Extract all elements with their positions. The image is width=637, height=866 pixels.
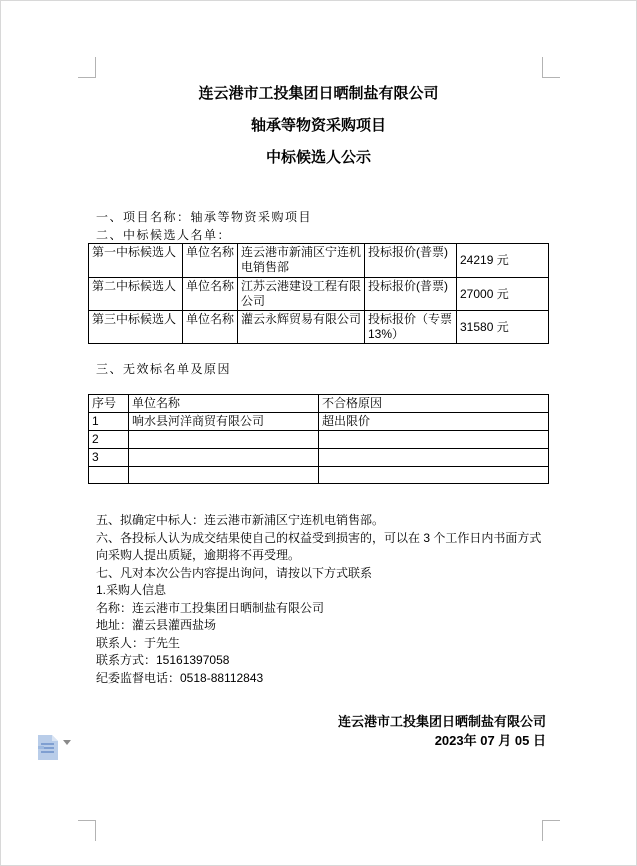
- seq-cell: [89, 467, 129, 484]
- reason-cell: [319, 431, 549, 449]
- price-cell: 27000 元: [457, 278, 549, 311]
- signoff-company: 连云港市工投集团日晒制盐有限公司: [337, 714, 546, 729]
- section-3-invalid-bids-heading: 三、无效标名单及原因: [96, 362, 232, 376]
- reason-cell: [319, 467, 549, 484]
- unit-label-cell: 单位名称: [183, 244, 238, 278]
- reason-header-cell: 不合格原因: [319, 395, 549, 413]
- unit-cell: [129, 449, 319, 467]
- unit-cell: [129, 431, 319, 449]
- rank-cell: 第三中标候选人: [89, 311, 183, 344]
- unit-header-cell: 单位名称: [129, 395, 319, 413]
- doc-title-project: 轴承等物资采购项目: [250, 117, 386, 134]
- signoff-date: 2023年 07 月 05 日: [434, 733, 546, 748]
- paste-options-button[interactable]: [36, 734, 74, 764]
- doc-title-announcement: 中标候选人公示: [265, 149, 371, 166]
- doc-title-company: 连云港市工投集团日晒制盐有限公司: [198, 85, 439, 102]
- seq-cell: 3: [89, 449, 129, 467]
- margin-crop-mark-bottom-right: [542, 820, 560, 841]
- closing-paragraphs: [96, 512, 548, 687]
- candidates-table: [88, 243, 549, 344]
- rank-cell: 第一中标候选人: [89, 244, 183, 278]
- unit-name-cell: 江苏云港建设工程有限公司: [238, 278, 365, 311]
- section-2-candidate-list-heading: 二、中标候选人名单：: [96, 228, 232, 242]
- price-label-cell: 投标报价(普票): [365, 244, 457, 278]
- rank-cell: 第二中标候选人: [89, 278, 183, 311]
- invalid-header-row: [89, 395, 549, 413]
- buyer-info-heading: 1.采购人信息: [96, 583, 167, 597]
- seq-cell: 1: [89, 413, 129, 431]
- margin-crop-mark-top-left: [78, 57, 96, 78]
- buyer-address-line: 地址：灌云县灌西盐场: [96, 618, 217, 632]
- margin-crop-mark-top-right: [542, 57, 560, 78]
- buyer-contact-person-line: 联系人：于先生: [96, 635, 181, 650]
- buyer-phone-line: 联系方式：15161397058: [96, 653, 230, 667]
- unit-cell: [129, 467, 319, 484]
- reason-cell: [319, 449, 549, 467]
- unit-name-cell: 灌云永辉贸易有限公司: [238, 311, 365, 344]
- unit-label-cell: 单位名称: [183, 311, 238, 344]
- invalid-row-1: [89, 413, 549, 431]
- candidate-row-3: [89, 311, 549, 344]
- price-label-cell: 投标报价(普票): [365, 278, 457, 311]
- section-1-project-name: 一、项目名称：轴承等物资采购项目: [96, 210, 313, 224]
- invalid-row-3: [89, 449, 549, 467]
- paste-options-icon: [36, 734, 60, 761]
- unit-label-cell: 单位名称: [183, 278, 238, 311]
- price-cell: 31580 元: [457, 311, 549, 344]
- price-label-cell: 投标报价（专票 13%）: [365, 311, 457, 344]
- seq-header-cell: 序号: [89, 395, 129, 413]
- unit-cell: 响水县河洋商贸有限公司: [129, 413, 319, 431]
- invalid-bids-table: [88, 394, 549, 484]
- candidate-row-1: [89, 244, 549, 278]
- section-7-contact-notice: 七、凡对本次公告内容提出询问，请按以下方式联系: [96, 565, 373, 580]
- section-6-objection-notice: 六、各投标人认为成交结果使自己的权益受到损害的，可以在 3 个工作日内书面方式向采购人提出质疑，逾期将不再受理。: [96, 530, 542, 562]
- section-5-proposed-winner: 五、拟确定中标人：连云港市新浦区宁连机电销售部。: [96, 513, 385, 527]
- buyer-name-line: 名称：连云港市工投集团日晒制盐有限公司: [96, 600, 325, 615]
- signoff-block: [96, 712, 546, 750]
- supervision-phone-line: 纪委监督电话：0518-88112843: [96, 670, 264, 685]
- paste-dropdown-arrow-icon[interactable]: [63, 740, 71, 745]
- price-cell: 24219 元: [457, 244, 549, 278]
- invalid-row-2: [89, 431, 549, 449]
- candidate-row-2: [89, 278, 549, 311]
- reason-cell: 超出限价: [319, 413, 549, 431]
- invalid-row-4: [89, 467, 549, 484]
- seq-cell: 2: [89, 431, 129, 449]
- margin-crop-mark-bottom-left: [78, 820, 96, 841]
- unit-name-cell: 连云港市新浦区宁连机电销售部: [238, 244, 365, 278]
